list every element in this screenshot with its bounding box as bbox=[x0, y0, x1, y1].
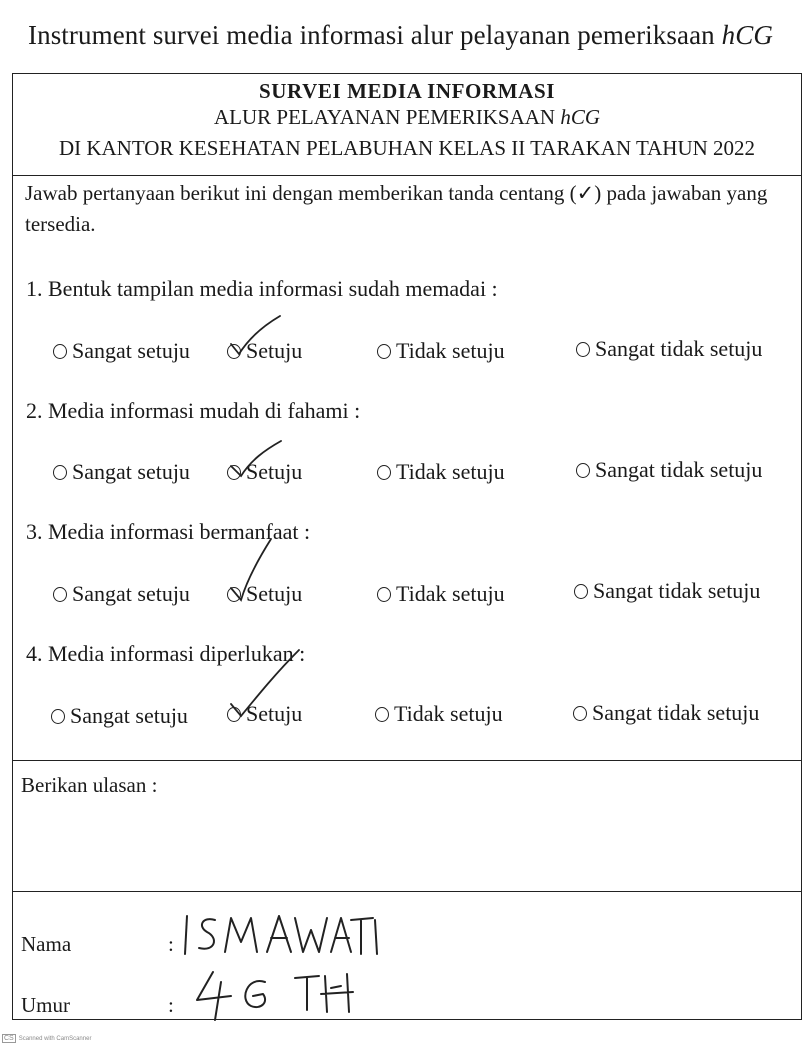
q4-option-sangat-tidak-setuju[interactable]: Sangat tidak setuju bbox=[573, 700, 759, 726]
name-colon: : bbox=[168, 932, 174, 956]
radio-circle-icon[interactable] bbox=[53, 587, 67, 602]
question-number: 1. bbox=[26, 276, 43, 301]
q3-option-setuju[interactable]: Setuju bbox=[227, 581, 302, 607]
q4-option-setuju[interactable]: Setuju bbox=[227, 701, 302, 727]
radio-circle-icon[interactable] bbox=[227, 587, 241, 602]
form-subtitle-service: ALUR PELAYANAN PEMERIKSAAN hCG bbox=[213, 105, 601, 129]
q1-option-sangat-setuju[interactable]: Sangat setuju bbox=[53, 338, 190, 364]
review-label: Berikan ulasan : bbox=[21, 773, 158, 797]
q2-option-setuju[interactable]: Setuju bbox=[227, 459, 302, 485]
radio-circle-icon[interactable] bbox=[574, 584, 588, 599]
question-number: 4. bbox=[26, 641, 43, 666]
age-label: Umur bbox=[21, 993, 70, 1017]
question-2 bbox=[26, 398, 360, 424]
question-text: Media informasi diperlukan : bbox=[48, 641, 306, 666]
form-title: SURVEI MEDIA INFORMASI bbox=[259, 79, 555, 103]
question-text: Media informasi mudah di fahami : bbox=[48, 398, 361, 423]
review-section bbox=[13, 760, 801, 892]
form-subtitle-office: DI KANTOR KESEHATAN PELABUHAN KELAS II TARAKAN TAHUN 2022 bbox=[58, 136, 756, 160]
question-text: Bentuk tampilan media informasi sudah memadai : bbox=[48, 276, 498, 301]
question-text: Media informasi bermanfaat : bbox=[48, 519, 311, 544]
q3-option-tidak-setuju[interactable]: Tidak setuju bbox=[377, 581, 505, 607]
instructions: Jawab pertanyaan berikut ini dengan memberikan tanda centang (✓) pada jawaban yang tersedia. bbox=[25, 181, 768, 236]
radio-circle-icon[interactable] bbox=[573, 706, 587, 721]
radio-circle-icon[interactable] bbox=[377, 344, 391, 359]
radio-circle-icon[interactable] bbox=[576, 342, 590, 357]
q3-option-sangat-tidak-setuju[interactable]: Sangat tidak setuju bbox=[574, 578, 760, 604]
page-heading: Instrument survei media informasi alur pelayanan pemeriksaan hCG bbox=[28, 20, 773, 50]
name-label: Nama bbox=[21, 932, 72, 956]
age-handwriting bbox=[191, 966, 361, 1022]
q2-option-tidak-setuju[interactable]: Tidak setuju bbox=[377, 459, 505, 485]
q4-option-sangat-setuju[interactable]: Sangat setuju bbox=[51, 703, 188, 729]
camscanner-logo: CS bbox=[4, 1035, 14, 1042]
q2-option-sangat-tidak-setuju[interactable]: Sangat tidak setuju bbox=[576, 457, 762, 483]
radio-circle-icon[interactable] bbox=[51, 709, 65, 724]
review-value[interactable] bbox=[21, 807, 793, 883]
radio-circle-icon[interactable] bbox=[377, 465, 391, 480]
radio-circle-icon[interactable] bbox=[53, 465, 67, 480]
q4-option-tidak-setuju[interactable]: Tidak setuju bbox=[375, 701, 503, 727]
survey-form bbox=[12, 73, 802, 1020]
question-number: 3. bbox=[26, 519, 43, 544]
q1-option-setuju[interactable]: Setuju bbox=[227, 338, 302, 364]
question-1 bbox=[26, 276, 498, 302]
form-header bbox=[13, 74, 801, 176]
radio-circle-icon[interactable] bbox=[227, 344, 241, 359]
scanner-stamp: CS Scanned with CamScanner bbox=[4, 1035, 92, 1042]
radio-circle-icon[interactable] bbox=[377, 587, 391, 602]
question-number: 2. bbox=[26, 398, 43, 423]
radio-circle-icon[interactable] bbox=[227, 707, 241, 722]
radio-circle-icon[interactable] bbox=[576, 463, 590, 478]
q3-option-sangat-setuju[interactable]: Sangat setuju bbox=[53, 581, 190, 607]
question-4 bbox=[26, 641, 305, 667]
q1-option-tidak-setuju[interactable]: Tidak setuju bbox=[377, 338, 505, 364]
radio-circle-icon[interactable] bbox=[53, 344, 67, 359]
radio-circle-icon[interactable] bbox=[227, 465, 241, 480]
name-handwriting bbox=[179, 906, 379, 962]
age-colon: : bbox=[168, 993, 174, 1017]
question-3 bbox=[26, 519, 310, 545]
q1-option-sangat-tidak-setuju[interactable]: Sangat tidak setuju bbox=[576, 336, 762, 362]
q2-option-sangat-setuju[interactable]: Sangat setuju bbox=[53, 459, 190, 485]
radio-circle-icon[interactable] bbox=[375, 707, 389, 722]
